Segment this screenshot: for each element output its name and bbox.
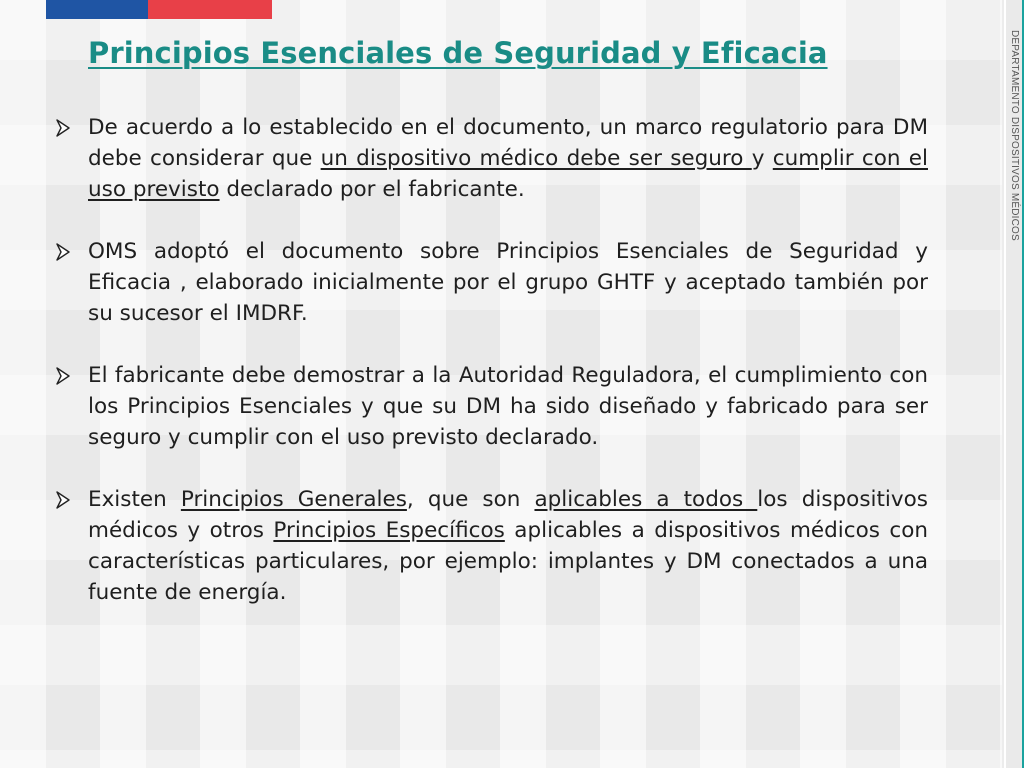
- arrow-bullet-icon: [54, 366, 74, 386]
- flag-red-bar: [148, 0, 272, 19]
- bullet-text: [88, 360, 928, 453]
- bullet-item: [54, 360, 928, 453]
- slide-title: Principios Esenciales de Seguridad y Eficacia: [88, 36, 828, 70]
- bullet-text: [88, 236, 928, 329]
- bullet-text-part: , que son: [406, 487, 535, 512]
- arrow-bullet-icon: [54, 242, 74, 262]
- arrow-bullet-icon: [54, 118, 74, 138]
- arrow-bullet-icon: [54, 490, 74, 510]
- underlined-phrase: un dispositivo médico debe ser seguro: [320, 146, 752, 171]
- bullet-text-part: declarado por el fabricante.: [219, 177, 525, 202]
- bullet-text-part: y: [751, 146, 773, 171]
- department-label: DEPARTAMENTO DISPOSITIVOS MÉDICOS: [1009, 30, 1020, 241]
- underlined-phrase: Principios Generales: [180, 487, 407, 512]
- bullet-text-part: El fabricante debe demostrar a la Autoridad Reguladora, el cumplimiento con los Principios Esenciales y que su DM ha sido diseñado y fabricado para ser seguro y cumplir con el uso previsto declarado.: [88, 363, 928, 450]
- bullet-text: [88, 112, 928, 205]
- bullet-list: [54, 112, 928, 639]
- bullet-text: [88, 484, 928, 608]
- underlined-phrase: cumplir con el uso previsto: [88, 146, 928, 202]
- bullet-text-part: De acuerdo a lo establecido en el documento, un marco regulatorio para DM debe considerar que: [88, 115, 928, 171]
- bullet-item: [54, 112, 928, 205]
- underlined-phrase: Principios Específicos: [273, 518, 505, 543]
- bullet-text-part: aplicables a dispositivos médicos con características particulares, por ejemplo: implantes y DM conectados a una fuente de energía.: [88, 518, 928, 605]
- bullet-text-part: OMS adoptó el documento sobre Principios Esenciales de Seguridad y Eficacia , elaborado inicialmente por el grupo GHTF y aceptado también por su sucesor el IMDRF.: [88, 239, 928, 326]
- underlined-phrase: aplicables a todos: [534, 487, 758, 512]
- flag-blue-bar: [46, 0, 148, 19]
- bullet-text-part: Existen: [88, 487, 181, 512]
- bullet-item: [54, 236, 928, 329]
- bullet-item: [54, 484, 928, 608]
- bullet-text-part: los dispositivos médicos y otros: [88, 487, 928, 543]
